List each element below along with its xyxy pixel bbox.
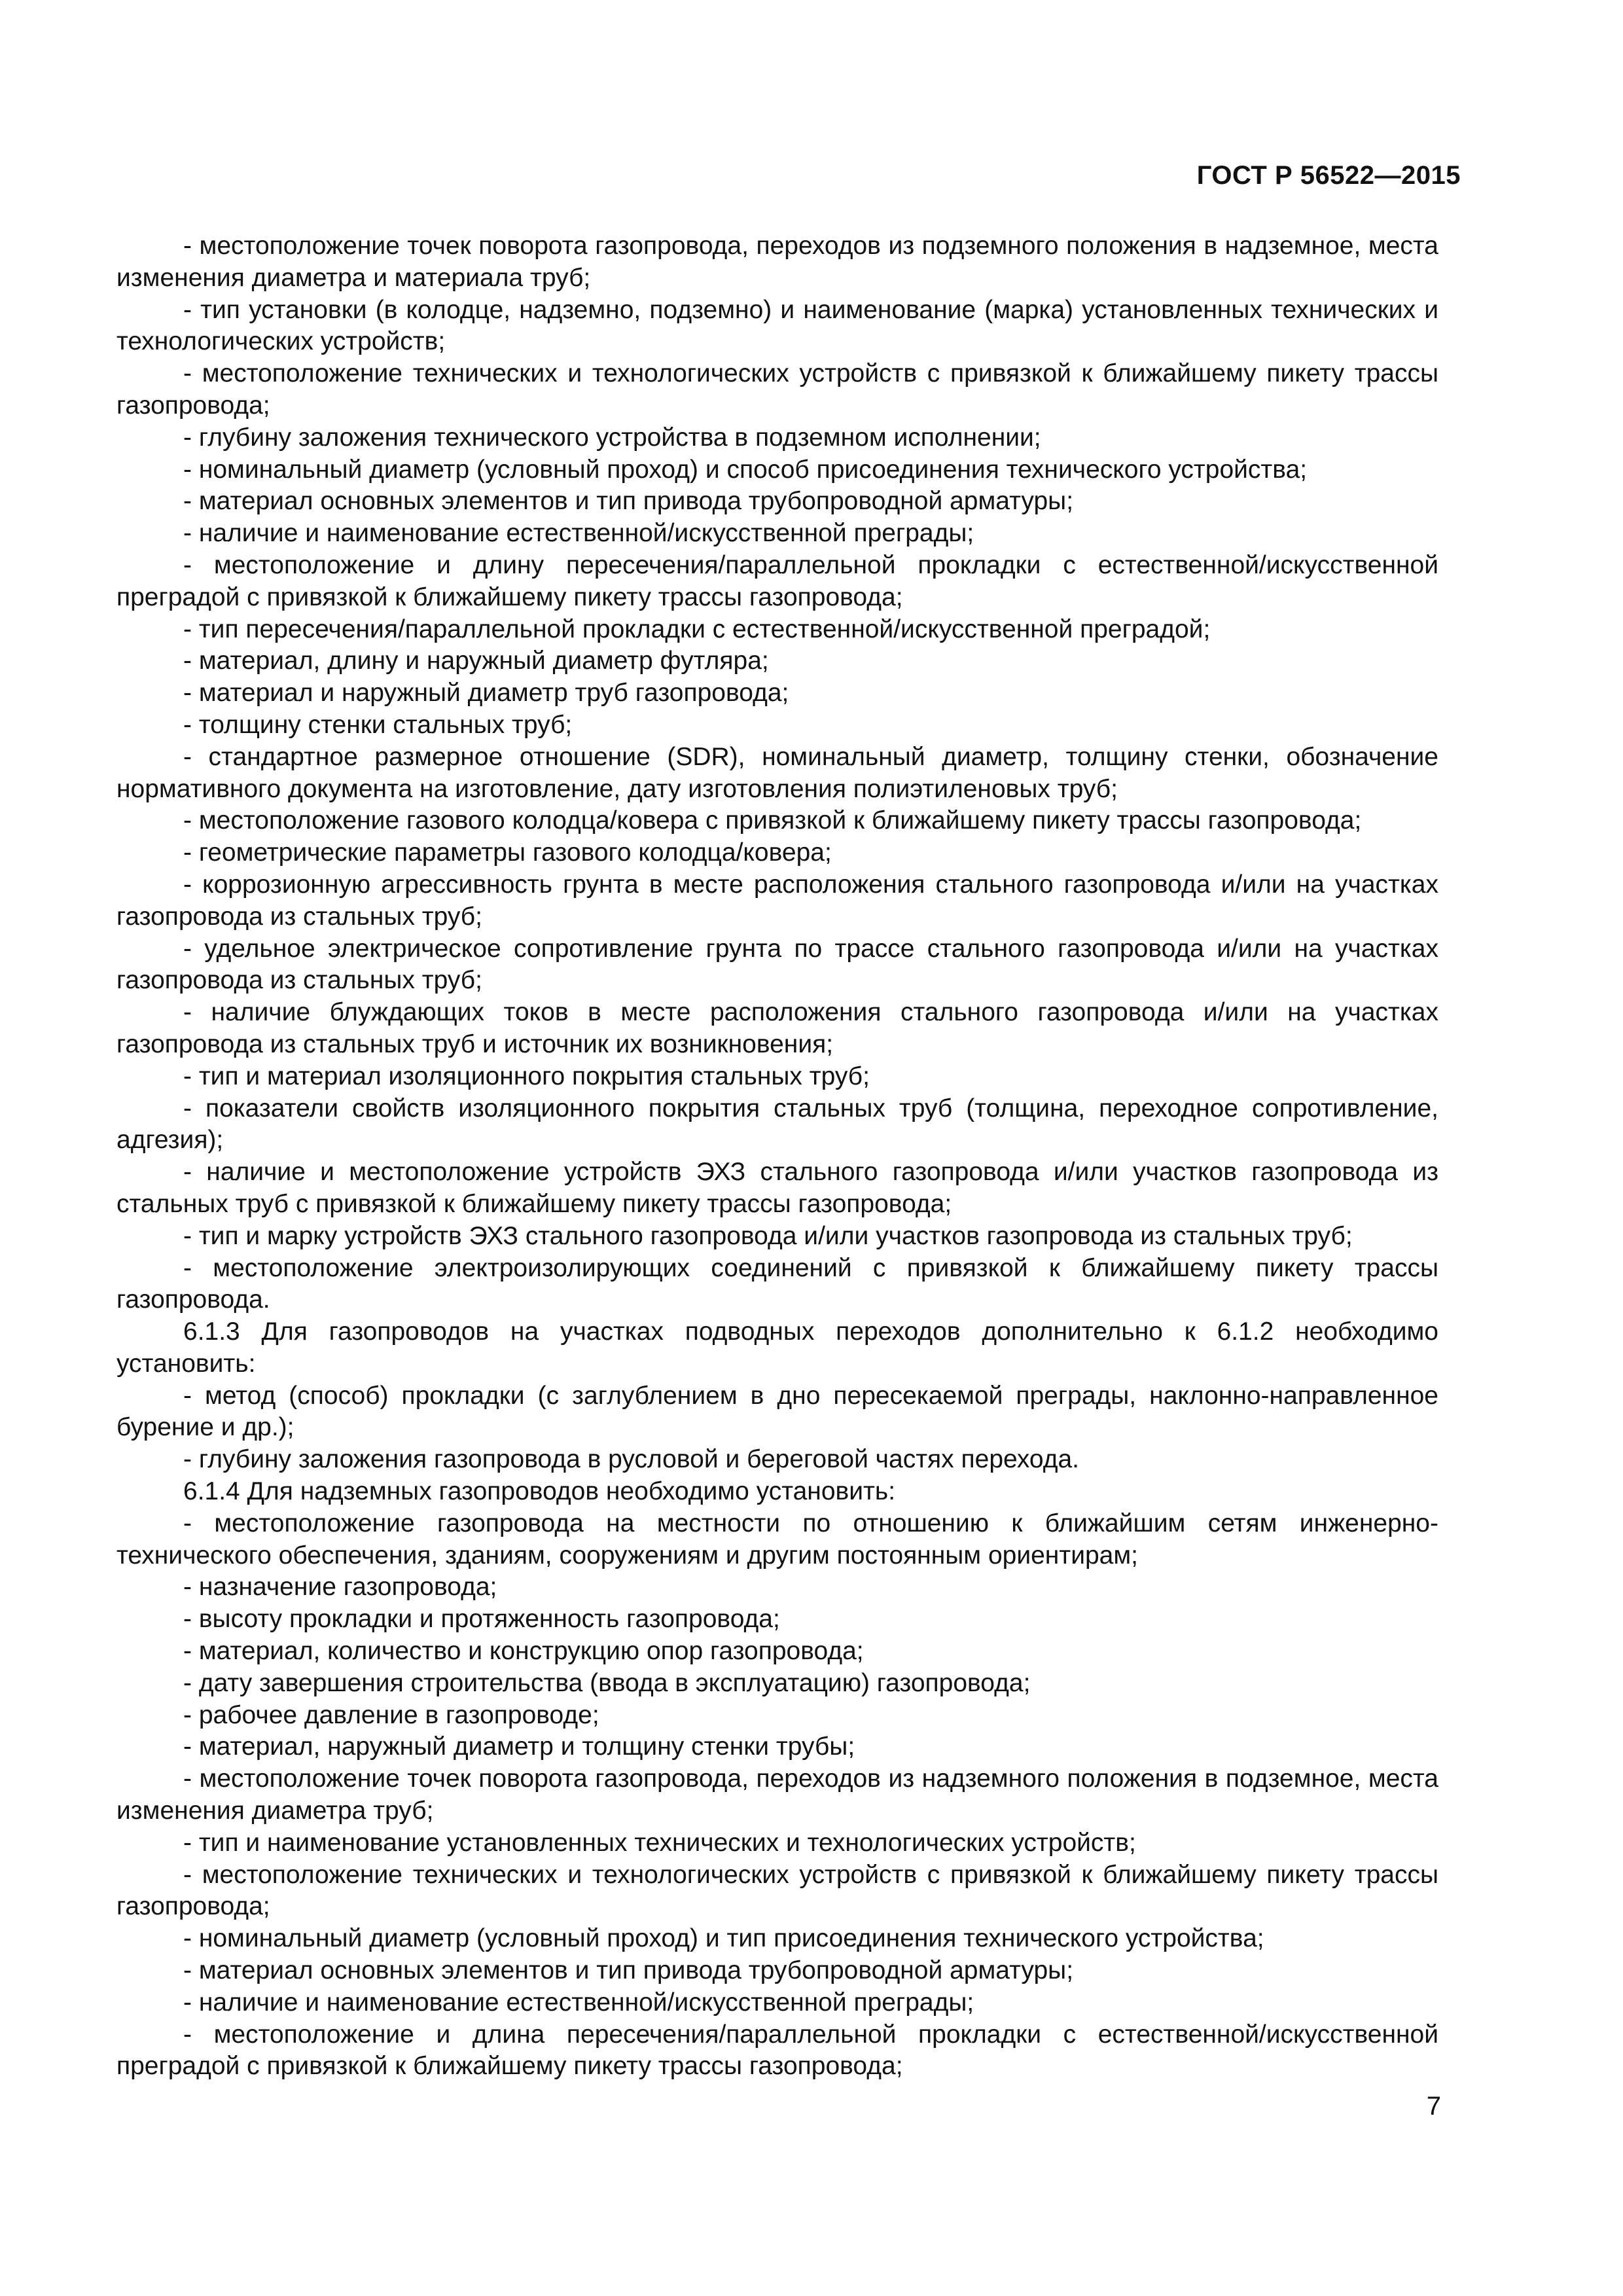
- paragraph: - тип и материал изоляционного покрытия стальных труб;: [183, 1062, 870, 1090]
- paragraph: - дату завершения строительства (ввода в эксплуатацию) газопровода;: [183, 1668, 1031, 1697]
- paragraph: - номинальный диаметр (условный проход) и тип присоединения технического устройства;: [183, 1924, 1264, 1953]
- paragraph: - метод (способ) прокладки (с заглублением в дно пересекаемой преграды, наклонно-направленное бурение и др.);: [116, 1381, 1438, 1442]
- paragraph: - глубину заложения газопровода в русловой и береговой частях перехода.: [183, 1445, 1080, 1474]
- paragraph: - местоположение точек поворота газопровода, переходов из подземного положения в надземное, места изменения диаметра и материала труб;: [116, 232, 1438, 292]
- paragraph: - наличие и наименование естественной/искусственной преграды;: [183, 519, 974, 548]
- paragraph: - тип и наименование установленных технических и технологических устройств;: [183, 1828, 1136, 1857]
- paragraph: - местоположение газопровода на местности по отношению к ближайшим сетям инженерно-технического обеспечения, зданиям, сооружениям и другим постоянным ориентирам;: [116, 1509, 1438, 1570]
- paragraph: - местоположение и длину пересечения/параллельной прокладки с естественной/искусственной преградой с привязкой к ближайшему пикету трассы газопровода;: [116, 550, 1438, 611]
- paragraph: - местоположение и длина пересечения/параллельной прокладки с естественной/искусственной преградой с привязкой к ближайшему пикету трассы газопровода;: [116, 2020, 1438, 2081]
- paragraph: - местоположение газового колодца/ковера с привязкой к ближайшему пикету трассы газопровода;: [183, 806, 1362, 835]
- paragraph: - номинальный диаметр (условный проход) и способ присоединения технического устройства;: [183, 455, 1308, 484]
- paragraph: - коррозионную агрессивность грунта в месте расположения стального газопровода и/или на участках газопровода из стальных труб;: [116, 870, 1438, 931]
- paragraph: - удельное электрическое сопротивление грунта по трассе стального газопровода и/или на участках газопровода из стальных труб;: [116, 934, 1438, 995]
- paragraph: - местоположение технических и технологических устройств с привязкой к ближайшему пикету трассы газопровода;: [116, 1860, 1438, 1921]
- paragraph: - наличие и наименование естественной/искусственной преграды;: [183, 1988, 974, 2017]
- paragraph: - местоположение технических и технологических устройств с привязкой к ближайшему пикету трассы газопровода;: [116, 359, 1438, 420]
- paragraph: - материал основных элементов и тип привода трубопроводной арматуры;: [183, 487, 1074, 516]
- paragraph: - геометрические параметры газового колодца/ковера;: [183, 838, 832, 867]
- paragraph: - материал основных элементов и тип привода трубопроводной арматуры;: [183, 1956, 1074, 1985]
- paragraph: - тип и марку устройств ЭХЗ стального газопровода и/или участков газопровода из стальных труб;: [183, 1221, 1353, 1250]
- section-6-1-3: 6.1.3 Для газопроводов на участках подводных переходов дополнительно к 6.1.2 необходимо установить:: [116, 1318, 1438, 1378]
- paragraph: - показатели свойств изоляционного покрытия стальных труб (толщина, переходное сопротивление, адгезия);: [116, 1094, 1438, 1155]
- paragraph: - глубину заложения технического устройства в подземном исполнении;: [183, 423, 1041, 452]
- paragraph: - материал, количество и конструкцию опор газопровода;: [183, 1637, 864, 1666]
- paragraph: - тип установки (в колодце, надземно, подземно) и наименование (марка) установленных технических и технологических устройств;: [116, 295, 1438, 356]
- paragraph: - местоположение электроизолирующих соединений с привязкой к ближайшему пикету трассы газопровода.: [116, 1253, 1438, 1314]
- document-header: ГОСТ Р 56522—2015: [1196, 161, 1461, 190]
- paragraph: - местоположение точек поворота газопровода, переходов из надземного положения в подземное, места изменения диаметра труб;: [116, 1765, 1438, 1825]
- document-body: [116, 230, 1438, 2083]
- paragraph: - назначение газопровода;: [183, 1573, 497, 1602]
- paragraph: - стандартное размерное отношение (SDR), номинальный диаметр, толщину стенки, обозначение нормативного документа на изготовление, дату изготовления полиэтиленовых труб;: [116, 742, 1438, 803]
- paragraph: - высоту прокладки и протяженность газопровода;: [183, 1605, 780, 1634]
- page-number: 7: [1426, 2092, 1441, 2121]
- section-6-1-4: 6.1.4 Для надземных газопроводов необходимо установить:: [183, 1477, 896, 1506]
- paragraph: - материал, длину и наружный диаметр футляра;: [183, 647, 769, 675]
- paragraph: - наличие и местоположение устройств ЭХЗ стального газопровода и/или участков газопровода из стальных труб с привязкой к ближайшему пикету трассы газопровода;: [116, 1158, 1438, 1218]
- paragraph: - толщину стенки стальных труб;: [183, 710, 573, 739]
- paragraph: - наличие блуждающих токов в месте расположения стального газопровода и/или на участках газопровода из стальных труб и источник их возникновения;: [116, 998, 1438, 1058]
- paragraph: - тип пересечения/параллельной прокладки с естественной/искусственной преградой;: [183, 615, 1211, 643]
- paragraph: - материал, наружный диаметр и толщину стенки трубы;: [183, 1732, 855, 1761]
- paragraph: - материал и наружный диаметр труб газопровода;: [183, 679, 789, 708]
- paragraph: - рабочее давление в газопроводе;: [183, 1700, 599, 1729]
